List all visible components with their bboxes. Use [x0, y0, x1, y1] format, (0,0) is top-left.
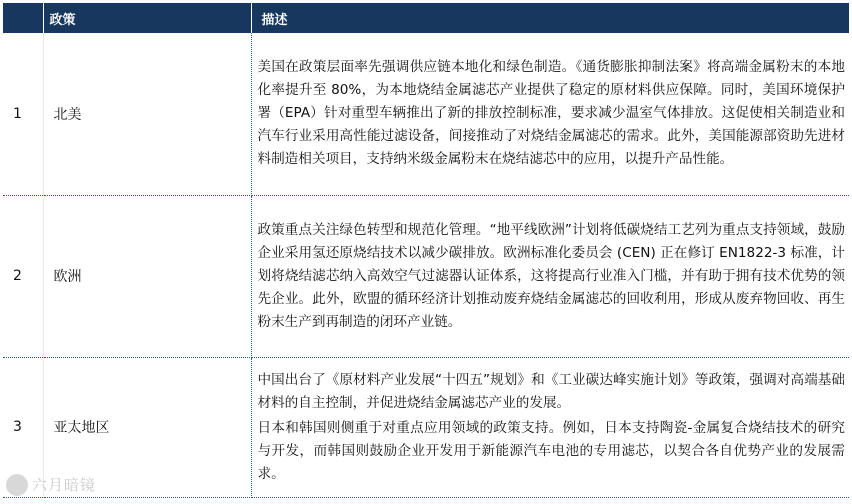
policy-table [3, 3, 849, 498]
row-number: 3 [3, 357, 43, 497]
description-paragraph: 政策重点关注绿色转型和规范化管理。“地平线欧洲”计划将低碳烧结工艺列为重点支持领域，鼓励企业采用氢还原烧结技术以减少碳排放。欧洲标准化委员会 (CEN) 正在修订 EN1822-3 标准，计划将烧结滤芯纳入高效空气过滤器认证体系，这将提高行业准入门槛，并有助于拥有技术优势的领先企业。此外，欧盟的循环经济计划推动废弃烧结金属滤芯的回收利用，形成从废弃物回收、再生粉末生产到再制造的闭环产业链。 [257, 221, 845, 330]
row-number: 2 [3, 195, 43, 357]
row-number: 1 [3, 33, 43, 195]
row-region: 亚太地区 [43, 357, 251, 497]
row-region: 欧洲 [43, 195, 251, 357]
row-description [251, 33, 849, 195]
description-paragraph: 美国在政策层面率先强调供应链本地化和绿色制造。《通货膨胀抑制法案》将高端金属粉末的本地化率提升至 80%，为本地烧结金属滤芯产业提供了稳定的原材料供应保障。同时，美国环境保护署（EPA）针对重型车辆推出了新的排放控制标准，要求减少温室气体排放。这促使相关制造业和汽车行业采用高性能过滤设备，间接推动了对烧结金属滤芯的需求。此外，美国能源部资助先进材料制造相关项目，支持纳米级金属粉末在烧结滤芯中的应用，以提升产品性能。 [257, 59, 845, 168]
header-policy: 政策 [43, 3, 251, 33]
description-paragraph: 中国出台了《原材料产业发展“十四五”规划》和《工业碳达峰实施计划》等政策，强调对高端基础材料的自主控制，并促进烧结金属滤芯产业的发展。 [257, 371, 845, 411]
watermark-text: 六月暗镜 [32, 475, 97, 494]
row-description [251, 195, 849, 357]
table-row [3, 33, 849, 195]
watermark-logo-icon [6, 474, 28, 496]
watermark [6, 474, 96, 497]
row-description [251, 357, 849, 497]
header-row [3, 3, 849, 33]
header-description: 描述 [251, 3, 849, 33]
table-row [3, 357, 849, 497]
header-index [3, 3, 43, 33]
description-paragraph: 日本和韩国则侧重于对重点应用领域的政策支持。例如，日本支持陶瓷-金属复合烧结技术的研究与开发，而韩国则鼓励企业开发用于新能源汽车电池的专用滤芯，以契合各自优势产业的发展需求。 [257, 419, 845, 482]
table-row [3, 195, 849, 357]
row-region: 北美 [43, 33, 251, 195]
